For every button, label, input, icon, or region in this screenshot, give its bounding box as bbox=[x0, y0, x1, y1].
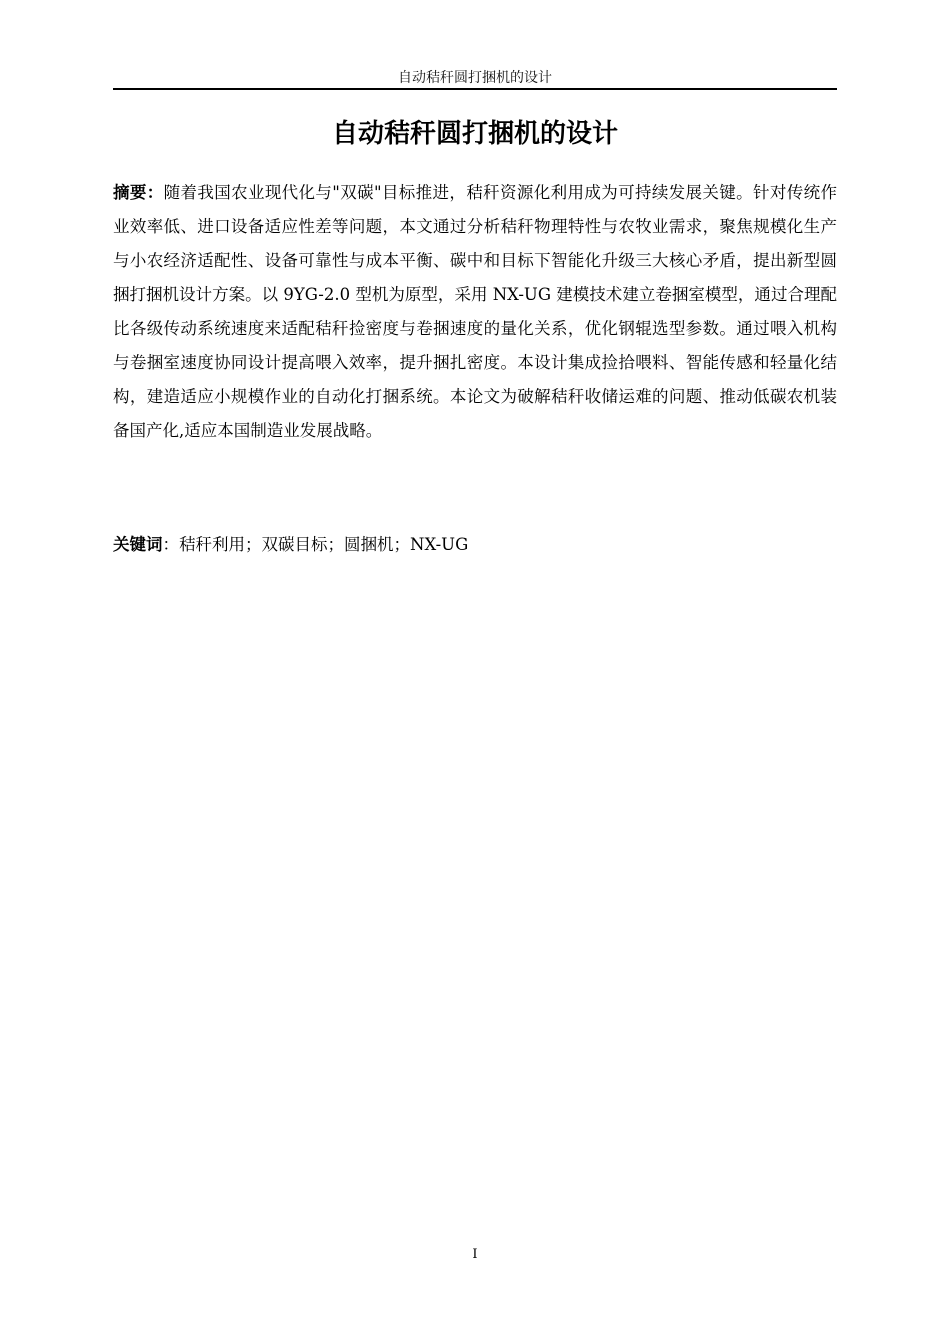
running-header: 自动秸秆圆打捆机的设计 bbox=[398, 70, 552, 86]
page-number: I bbox=[472, 1247, 478, 1262]
header-divider bbox=[113, 88, 837, 90]
abstract-label: 摘要： bbox=[113, 183, 164, 202]
document-title: 自动秸秆圆打捆机的设计 bbox=[331, 119, 618, 149]
abstract-paragraph bbox=[113, 176, 837, 448]
keywords-line bbox=[113, 528, 837, 562]
keywords-separator: ： bbox=[162, 535, 179, 554]
abstract-text: 随着我国农业现代化与"双碳"目标推进，秸秆资源化利用成为可持续发展关键。针对传统作业效率低、进口设备适应性差等问题，本文通过分析秸秆物理特性与农牧业需求，聚焦规模化生产与小农经济适配性、设备可靠性与成本平衡、碳中和目标下智能化升级三大核心矛盾，提出新型圆捆打捆机设计方案。以 9YG-2.0 型机为原型，采用 NX-UG 建模技术建立卷捆室模型，通过合理配比各级传动系统速度来适配秸秆捡密度与卷捆速度的量化关系，优化钢辊选型参数。通过喂入机构与卷捆室速度协同设计提高喂入效率，提升捆扎密度。本设计集成捡拾喂料、智能传感和轻量化结构，建造适应小规模作业的自动化打捆系统。本论文为破解秸秆收储运难的问题、推动低碳农机装备国产化,适应本国制造业发展战略。 bbox=[113, 183, 837, 440]
keywords-label: 关键词 bbox=[113, 535, 163, 554]
keywords-text: 秸秆利用；双碳目标；圆捆机；NX-UG bbox=[179, 535, 469, 554]
